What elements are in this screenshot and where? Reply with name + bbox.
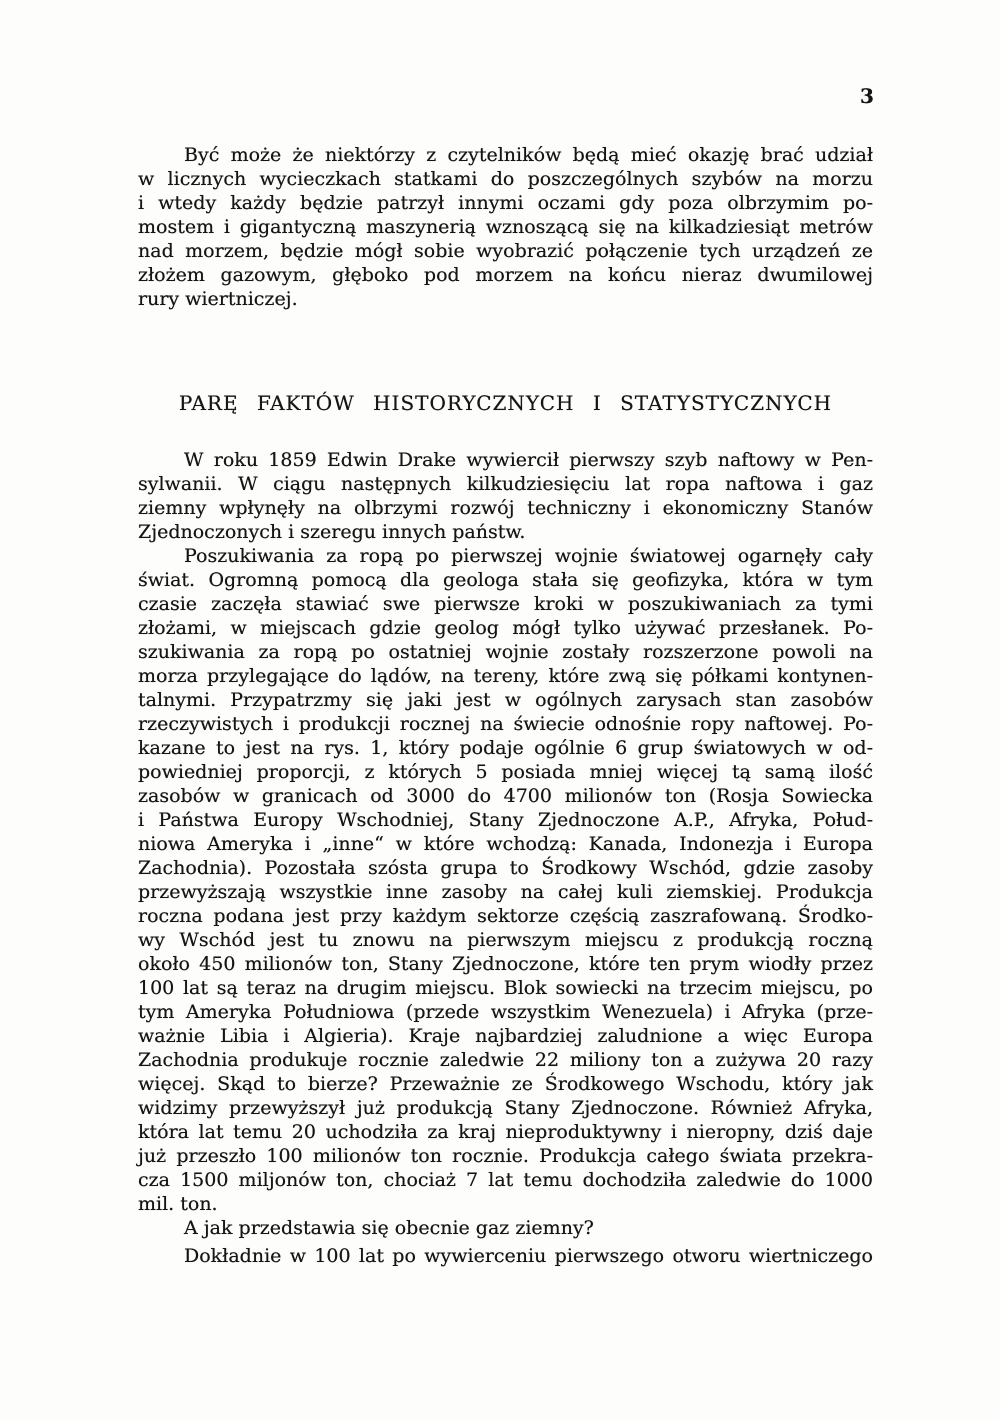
- text-line: sylwanii. W ciągu następnych kilkudziesięciu lat ropa naftowa i gaz: [138, 473, 873, 495]
- text-line: i wtedy każdy będzie patrzył innymi oczami gdy poza olbrzymim po-: [138, 192, 873, 214]
- text-line: Zachodnia produkuje rocznie zaledwie 22 miliony ton a zużywa 20 razy: [138, 1049, 873, 1071]
- text-line: już przeszło 100 milionów ton rocznie. Produkcja całego świata przekra-: [138, 1145, 873, 1167]
- text-line: powiedniej proporcji, z których 5 posiada mniej więcej tą samą ilość: [138, 761, 873, 783]
- text-line: szukiwania za ropą po ostatniej wojnie zostały rozszerzone powoli na: [138, 641, 873, 663]
- text-line: rzeczywistych i produkcji rocznej na świecie odnośnie ropy naftowej. Po-: [138, 713, 873, 735]
- paragraph-intro: [138, 143, 873, 311]
- text-line: kazane to jest na rys. 1, który podaje ogólnie 6 grup światowych w od-: [138, 737, 873, 759]
- text-line: która lat temu 20 uchodziła za kraj nieproduktywny i nieropny, dziś daje: [138, 1121, 873, 1143]
- text-line: czasie zaczęła stawiać swe pierwsze kroki w poszukiwaniach za tymi: [138, 593, 873, 615]
- text-line: Poszukiwania za ropą po pierwszej wojnie światowej ogarnęły cały: [184, 545, 873, 567]
- paragraph-drake-history: [138, 448, 873, 544]
- text-line: 100 lat są teraz na drugim miejscu. Blok sowiecki na trzecim miejscu, po: [138, 977, 873, 999]
- text-line: ważnie Libia i Algieria). Kraje najbardziej zaludnione a więc Europa: [138, 1025, 873, 1047]
- text-line: świat. Ogromną pomocą dla geologa stała się geofizyka, która w tym: [138, 569, 873, 591]
- text-line: Zjednoczonych i szeregu innych państw.: [138, 521, 526, 543]
- text-line: zasobów w granicach od 3000 do 4700 milionów ton (Rosja Sowiecka: [138, 785, 873, 807]
- page-number: 3: [860, 84, 874, 108]
- text-line: roczna podana jest przy każdym sektorze częścią zaszrafowaną. Środko-: [138, 905, 873, 927]
- text-line: złożem gazowym, głęboko pod morzem na końcu nieraz dwumilowej: [138, 264, 873, 286]
- text-line: złożami, w miejscach gdzie geolog mógł tylko używać przesłanek. Po-: [138, 617, 873, 639]
- text-line: więcej. Skąd to bierze? Przeważnie ze Środkowego Wschodu, który jak: [138, 1073, 873, 1095]
- text-line: widzimy przewyższył już produkcją Stany Zjednoczone. Również Afryka,: [138, 1097, 873, 1119]
- text-line: Dokładnie w 100 lat po wywierceniu pierwszego otworu wiertniczego: [184, 1245, 873, 1267]
- text-line: tym Ameryka Południowa (przede wszystkim Wenezuela) i Afryka (prze-: [138, 1001, 873, 1023]
- text-line: nad morzem, będzie mógł sobie wyobrazić połączenie tych urządzeń ze: [138, 240, 873, 262]
- page-content: [138, 143, 873, 1268]
- text-line: w licznych wycieczkach statkami do poszczególnych szybów na morzu: [138, 168, 873, 190]
- paragraph-gas-continuation: [138, 1244, 873, 1268]
- text-line: morza przylegające do lądów, na tereny, które zwą się półkami kontynen-: [138, 665, 873, 687]
- section-heading: PARĘ FAKTÓW HISTORYCZNYCH I STATYSTYCZNYCH: [178, 391, 833, 415]
- paragraph-oil-reserves: [138, 544, 873, 1216]
- text-line: mil. ton.: [138, 1193, 218, 1215]
- text-line: rury wiertniczej.: [138, 288, 298, 310]
- text-line: Zachodnia). Pozostała szósta grupa to Środkowy Wschód, gdzie zasoby: [138, 857, 873, 879]
- text-line: przewyższają wszystkie inne zasoby na całej kuli ziemskiej. Produkcja: [138, 881, 873, 903]
- text-line: i Państwa Europy Wschodniej, Stany Zjednoczone A.P., Afryka, Połud-: [138, 809, 873, 831]
- text-line: A jak przedstawia się obecnie gaz ziemny?: [184, 1217, 594, 1239]
- text-line: ziemny wpłynęły na olbrzymi rozwój techniczny i ekonomiczny Stanów: [138, 497, 873, 519]
- text-line: wy Wschód jest tu znowu na pierwszym miejscu z produkcją roczną: [138, 929, 873, 951]
- text-line: niowa Ameryka i „inne“ w które wchodzą: Kanada, Indonezja i Europa: [138, 833, 873, 855]
- text-line: cza 1500 miljonów ton, chociaż 7 lat temu dochodziła zaledwie do 1000: [138, 1169, 873, 1191]
- text-line: W roku 1859 Edwin Drake wywiercił pierwszy szyb naftowy w Pen-: [184, 449, 873, 471]
- paragraph-gas-question: [138, 1216, 873, 1240]
- text-line: Być może że niektórzy z czytelników będą mieć okazję brać udział: [184, 144, 873, 166]
- text-line: talnymi. Przypatrzmy się jaki jest w ogólnych zarysach stan zasobów: [138, 689, 873, 711]
- text-line: około 450 milionów ton, Stany Zjednoczone, które ten prym wiodły przez: [138, 953, 873, 975]
- text-line: mostem i gigantyczną maszynerią wznoszącą się na kilkadziesiąt metrów: [138, 216, 873, 238]
